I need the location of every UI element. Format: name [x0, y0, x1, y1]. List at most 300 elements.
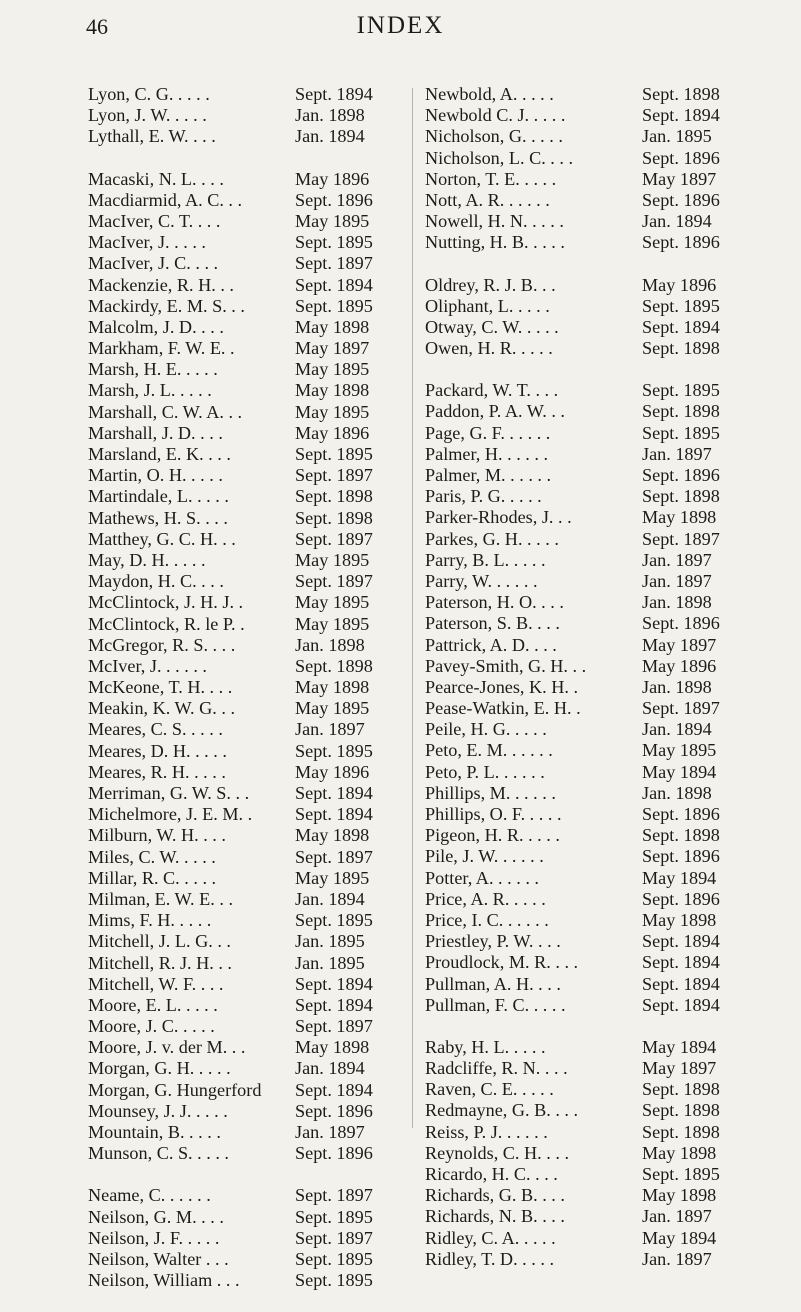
index-entry — [88, 380, 370, 401]
entry-date: May 1895 — [295, 867, 370, 888]
entry-date: May 1898 — [295, 825, 370, 846]
index-entry — [425, 1248, 712, 1270]
index-entry — [425, 698, 720, 719]
index-entry — [88, 1122, 365, 1143]
entry-date: Sept. 1898 — [642, 1079, 720, 1100]
index-entry — [425, 507, 717, 528]
index-entry — [88, 698, 370, 719]
entry-date: May 1895 — [295, 698, 370, 719]
index-entry — [88, 973, 373, 995]
entry-date: Sept. 1897 — [295, 1227, 373, 1248]
entry-date: Jan. 1897 — [642, 1206, 712, 1227]
index-entry — [88, 1185, 373, 1206]
entry-date: Sept. 1895 — [295, 295, 373, 316]
entry-date: Jan. 1897 — [295, 719, 365, 740]
index-entry — [425, 1206, 712, 1227]
index-entry — [88, 549, 370, 571]
page-number: 46 — [86, 14, 108, 39]
entry-date: Sept. 1895 — [295, 444, 373, 464]
index-entry — [88, 1058, 365, 1079]
entry-name: Palmer, H. . . . . . — [425, 443, 549, 464]
index-entry — [88, 634, 365, 656]
index-entry — [425, 1036, 717, 1058]
entry-date: Sept. 1894 — [642, 316, 720, 337]
entry-name: Parker-Rhodes, J. . . — [425, 507, 572, 528]
index-entry — [425, 867, 717, 889]
entry-date: Jan. 1897 — [642, 549, 712, 570]
index-entry — [425, 401, 720, 422]
entry-date: Sept. 1894 — [295, 274, 373, 295]
entry-name: Lythall, E. W. . . . — [88, 126, 216, 147]
entry-name: Neilson, J. F. . . . . — [88, 1227, 220, 1248]
index-entry — [88, 1206, 373, 1228]
entry-name: McIver, J. . . . . . — [88, 655, 207, 676]
entry-date: May 1898 — [642, 909, 717, 930]
entry-name: Pease-Watkin, E. H. . — [425, 698, 581, 719]
entry-name: McKeone, T. H. . . . — [88, 677, 233, 698]
index-entry — [88, 804, 373, 825]
entry-name: Meares, C. S. . . . . — [88, 719, 223, 740]
entry-date: Jan. 1894 — [295, 126, 365, 147]
entry-name: Norton, T. E. . . . . — [425, 168, 557, 189]
entry-date: May 1896 — [295, 761, 370, 782]
entry-name: Paterson, S. B. . . . — [425, 613, 560, 634]
entry-date: Jan. 1898 — [295, 634, 365, 655]
entry-date: Sept. 1897 — [295, 571, 373, 592]
entry-date: May 1897 — [642, 168, 717, 189]
entry-date: Sept. 1897 — [295, 846, 373, 867]
entry-name: Mims, F. H. . . . . — [88, 910, 212, 931]
index-entry — [88, 719, 365, 740]
entry-name: Parkes, G. H. . . . . — [425, 528, 559, 549]
index-entry — [88, 677, 370, 698]
index-entry — [88, 1100, 373, 1122]
entry-date: Sept. 1895 — [642, 422, 720, 443]
entry-name: McClintock, R. le P. . — [88, 613, 245, 634]
entry-name: Raby, H. L. . . . . — [425, 1036, 546, 1057]
entry-date: May 1895 — [295, 359, 370, 380]
index-entry — [425, 613, 720, 634]
index-entry — [88, 1227, 373, 1249]
entry-date: Jan. 1898 — [642, 592, 712, 613]
index-entry — [88, 825, 370, 846]
index-entry — [425, 846, 720, 867]
entry-date: Sept. 1895 — [642, 295, 720, 316]
entry-name: MacIver, J. . . . . — [88, 232, 206, 253]
entry-name: Priestley, P. W. . . . — [425, 931, 561, 952]
entry-name: Macdiarmid, A. C. . . — [88, 189, 243, 210]
index-entry — [425, 1121, 720, 1143]
entry-name: Reynolds, C. H. . . . — [425, 1142, 569, 1163]
index-entry — [425, 1058, 717, 1079]
entry-name: Ridley, C. A. . . . . — [425, 1227, 556, 1248]
entry-date: Sept. 1897 — [642, 528, 720, 549]
index-entry — [425, 232, 720, 253]
index-letter-group — [88, 1185, 373, 1291]
entry-name: Morgan, G. Hungerford — [88, 1079, 262, 1100]
entry-name: Ridley, T. D. . . . . — [425, 1248, 554, 1269]
entry-name: Nicholson, L. C. . . . — [425, 147, 574, 168]
entry-date: Sept. 1897 — [295, 253, 373, 274]
index-column-right — [425, 84, 720, 1291]
entry-name: Neilson, Walter . . . — [88, 1248, 229, 1269]
entry-date: Sept. 1895 — [295, 1206, 373, 1227]
entry-name: Neilson, G. M. . . . — [88, 1206, 224, 1227]
index-entry — [88, 295, 373, 317]
entry-name: Meares, R. H. . . . . — [88, 761, 226, 782]
entry-name: Michelmore, J. E. M. . — [88, 804, 253, 825]
index-entry — [425, 570, 712, 592]
entry-name: Packard, W. T. . . . — [425, 380, 559, 401]
entry-name: Mitchell, J. L. G. . . — [88, 931, 231, 952]
entry-name: Nutting, H. B. . . . . — [425, 232, 565, 253]
entry-date: Sept. 1898 — [295, 507, 373, 528]
entry-name: Markham, F. W. E. . — [88, 338, 235, 359]
entry-date: Sept. 1896 — [295, 189, 373, 210]
entry-date: Sept. 1895 — [642, 380, 720, 401]
entry-date: Sept. 1895 — [295, 1248, 373, 1269]
index-entry — [88, 1143, 373, 1164]
entry-name: Martin, O. H. . . . . — [88, 465, 223, 486]
entry-name: Potter, A. . . . . . — [425, 867, 539, 888]
entry-name: Reiss, P. J. . . . . . — [425, 1121, 548, 1142]
index-column-left — [88, 84, 373, 1312]
index-entry — [88, 126, 365, 147]
index-entry — [88, 1016, 373, 1037]
index-entry — [88, 486, 373, 507]
entry-name: Pullman, A. H. . . . — [425, 973, 561, 994]
entry-name: Oldrey, R. J. B. . . — [425, 274, 556, 295]
index-entry — [425, 1185, 717, 1206]
entry-name: Redmayne, G. B. . . . — [425, 1100, 579, 1121]
index-entry — [88, 761, 370, 783]
entry-name: Parry, W. . . . . . — [425, 570, 538, 591]
entry-name: Pavey-Smith, G. H. . . — [425, 655, 587, 676]
index-entry — [88, 401, 370, 423]
entry-name: May, D. H. . . . . — [88, 549, 206, 570]
entry-name: Nicholson, G. . . . . — [425, 126, 563, 147]
entry-date: May 1898 — [295, 316, 370, 337]
entry-date: Jan. 1897 — [642, 1248, 712, 1269]
entry-date: Sept. 1894 — [295, 84, 373, 104]
entry-name: Meares, D. H. . . . . — [88, 740, 227, 761]
index-entry — [425, 1100, 720, 1121]
entry-date: Sept. 1896 — [642, 613, 720, 634]
entry-name: Peto, P. L. . . . . . — [425, 761, 545, 782]
entry-name: Page, G. F. . . . . . — [425, 422, 551, 443]
entry-date: Sept. 1895 — [295, 232, 373, 253]
entry-date: May 1898 — [295, 1037, 370, 1058]
index-letter-group — [425, 1036, 720, 1270]
entry-name: Meakin, K. W. G. . . — [88, 698, 236, 719]
entry-name: Proudlock, M. R. . . . — [425, 952, 579, 973]
index-entry — [88, 444, 373, 465]
entry-date: Sept. 1894 — [295, 1079, 373, 1100]
entry-date: Sept. 1894 — [642, 973, 720, 994]
entry-date: Sept. 1896 — [642, 888, 720, 909]
entry-name: Oliphant, L. . . . . — [425, 295, 550, 316]
entry-date: Sept. 1895 — [642, 1164, 720, 1184]
entry-name: Lyon, J. W. . . . . — [88, 105, 207, 126]
index-letter-group — [425, 84, 720, 254]
index-entry — [88, 359, 370, 380]
entry-date: Sept. 1898 — [295, 655, 373, 676]
index-entry — [425, 1227, 717, 1249]
entry-name: Marsh, H. E. . . . . — [88, 359, 218, 380]
entry-name: Marshall, J. D. . . . — [88, 422, 223, 443]
index-entry — [425, 338, 720, 359]
column-divider — [412, 88, 413, 1128]
entry-date: Sept. 1895 — [295, 1270, 373, 1291]
index-entry — [425, 1164, 720, 1185]
entry-name: Pile, J. W. . . . . . — [425, 846, 544, 867]
index-entry — [425, 655, 717, 677]
entry-date: May 1897 — [642, 634, 717, 655]
entry-name: Mountain, B. . . . . — [88, 1122, 221, 1142]
entry-date: Jan. 1894 — [642, 211, 712, 232]
index-entry — [425, 1079, 720, 1100]
index-entry — [425, 465, 720, 486]
entry-date: Sept. 1898 — [642, 1121, 720, 1142]
entry-date: Jan. 1898 — [642, 676, 712, 697]
entry-name: Marsh, J. L. . . . . — [88, 380, 212, 401]
index-entry — [425, 973, 720, 995]
entry-date: May 1895 — [295, 613, 370, 634]
entry-date: Jan. 1895 — [295, 931, 365, 952]
index-entry — [88, 168, 370, 190]
index-entry — [88, 783, 373, 804]
entry-date: Sept. 1897 — [295, 465, 373, 486]
index-entry — [425, 84, 720, 105]
index-entry — [425, 486, 720, 507]
entry-date: Sept. 1896 — [642, 232, 720, 253]
entry-date: Sept. 1898 — [642, 338, 720, 359]
entry-name: Newbold, A. . . . . — [425, 84, 554, 104]
entry-date: Jan. 1894 — [295, 1058, 365, 1079]
page-title: INDEX — [356, 12, 445, 39]
page-header — [0, 10, 801, 44]
entry-date: May 1897 — [295, 338, 370, 359]
entry-name: Millar, R. C. . . . . — [88, 867, 217, 888]
entry-name: Pullman, F. C. . . . . — [425, 994, 566, 1015]
entry-date: Sept. 1896 — [642, 846, 720, 867]
entry-name: Miles, C. W. . . . . — [88, 846, 216, 867]
index-entry — [88, 1248, 373, 1270]
entry-name: Maydon, H. C. . . . — [88, 571, 224, 592]
entry-name: Paterson, H. O. . . . — [425, 592, 564, 613]
entry-date: Sept. 1898 — [642, 825, 720, 846]
index-entry — [88, 592, 370, 613]
entry-date: May 1898 — [642, 1185, 717, 1206]
index-entry — [425, 634, 717, 656]
entry-name: Mathews, H. S. . . . — [88, 507, 228, 528]
index-entry — [88, 189, 373, 211]
entry-date: May 1894 — [642, 761, 717, 782]
index-entry — [88, 84, 373, 105]
entry-name: Peile, H. G. . . . . — [425, 719, 547, 740]
index-entry — [88, 655, 373, 677]
index-entry — [425, 804, 720, 825]
entry-name: Mackenzie, R. H. . . — [88, 274, 234, 295]
index-entry — [88, 1079, 373, 1101]
index-entry — [425, 168, 717, 190]
entry-name: Price, I. C. . . . . . — [425, 909, 549, 930]
entry-name: Martindale, L. . . . . — [88, 486, 229, 507]
index-entry — [88, 507, 373, 529]
entry-date: Sept. 1897 — [642, 698, 720, 719]
entry-date: May 1898 — [295, 380, 370, 401]
entry-date: May 1895 — [295, 549, 370, 570]
entry-date: May 1895 — [295, 592, 370, 613]
entry-date: Sept. 1897 — [295, 528, 373, 549]
entry-name: Nott, A. R. . . . . . — [425, 189, 550, 210]
entry-name: Moore, E. L. . . . . — [88, 994, 218, 1015]
entry-name: Palmer, M. . . . . . — [425, 465, 552, 485]
index-entry — [425, 380, 720, 401]
entry-name: Owen, H. R. . . . . — [425, 338, 553, 359]
entry-date: Jan. 1894 — [642, 719, 712, 740]
index-entry — [88, 888, 365, 910]
index-entry — [425, 295, 720, 317]
index-entry — [88, 571, 373, 592]
entry-name: Peto, E. M. . . . . . — [425, 740, 553, 761]
index-entry — [88, 465, 373, 486]
entry-date: Sept. 1896 — [642, 804, 720, 824]
index-entry — [425, 443, 712, 465]
entry-name: Paddon, P. A. W. . . — [425, 401, 565, 422]
entry-name: Price, A. R. . . . . — [425, 888, 546, 909]
entry-name: Lyon, C. G. . . . . — [88, 84, 210, 104]
index-entry — [425, 719, 712, 740]
entry-date: Sept. 1894 — [642, 994, 720, 1015]
index-entry — [88, 867, 370, 889]
index-entry — [88, 931, 365, 952]
entry-name: Malcolm, J. D. . . . — [88, 316, 224, 337]
entry-date: Sept. 1894 — [295, 804, 373, 825]
index-entry — [425, 825, 720, 846]
entry-date: Sept. 1896 — [642, 147, 720, 168]
entry-date: Sept. 1898 — [642, 1100, 720, 1121]
index-entry — [425, 592, 712, 613]
entry-name: MacIver, C. T. . . . — [88, 210, 221, 231]
entry-name: Pigeon, H. R. . . . . — [425, 825, 560, 846]
entry-name: McClintock, J. H. J. . — [88, 592, 244, 613]
index-entry — [425, 147, 720, 169]
entry-name: Nowell, H. N. . . . . — [425, 211, 564, 232]
entry-date: May 1896 — [295, 168, 370, 189]
entry-name: Merriman, G. W. S. . . — [88, 783, 250, 803]
entry-date: Sept. 1897 — [295, 1185, 373, 1206]
entry-name: Newbold C. J. . . . . — [425, 105, 566, 126]
entry-date: May 1897 — [642, 1058, 717, 1079]
index-entry — [88, 994, 373, 1016]
index-entry — [425, 422, 720, 444]
entry-name: Munson, C. S. . . . . — [88, 1143, 229, 1164]
entry-name: Phillips, O. F. . . . . — [425, 804, 562, 824]
entry-date: Sept. 1894 — [295, 783, 373, 803]
entry-date: May 1894 — [642, 1036, 717, 1057]
entry-date: Sept. 1894 — [295, 994, 373, 1015]
entry-name: Ricardo, H. C. . . . — [425, 1164, 558, 1184]
index-entry — [88, 274, 373, 296]
entry-date: Jan. 1898 — [642, 782, 712, 803]
index-entry — [425, 126, 712, 147]
index-entry — [425, 740, 717, 761]
index-entry — [425, 931, 720, 952]
entry-date: Sept. 1894 — [642, 105, 720, 126]
index-entry — [88, 338, 370, 359]
entry-name: Neilson, William . . . — [88, 1270, 240, 1291]
index-entry — [88, 910, 373, 931]
entry-name: Moore, J. C. . . . . — [88, 1016, 215, 1037]
entry-date: Sept. 1896 — [295, 1100, 373, 1121]
entry-date: Sept. 1898 — [642, 486, 720, 507]
entry-date: Jan. 1897 — [642, 570, 712, 591]
entry-date: May 1894 — [642, 1227, 717, 1248]
index-entry — [425, 782, 712, 804]
entry-date: Sept. 1898 — [642, 84, 720, 104]
entry-date: May 1898 — [642, 1142, 717, 1163]
index-entry — [88, 846, 373, 868]
entry-date: Jan. 1895 — [642, 126, 712, 147]
entry-name: Marshall, C. W. A. . . — [88, 401, 243, 422]
entry-date: Sept. 1895 — [295, 910, 373, 931]
entry-date: Sept. 1894 — [295, 973, 373, 994]
entry-date: Sept. 1898 — [295, 486, 373, 507]
entry-date: Sept. 1894 — [642, 952, 720, 973]
entry-name: Marsland, E. K. . . . — [88, 444, 231, 464]
entry-date: May 1895 — [295, 401, 370, 422]
entry-date: May 1895 — [295, 210, 370, 231]
entry-name: Moore, J. v. der M. . . — [88, 1037, 246, 1058]
index-entry — [88, 105, 365, 126]
index-entry — [425, 316, 720, 338]
index-entry — [88, 528, 373, 550]
entry-date: Jan. 1897 — [295, 1122, 365, 1142]
entry-name: Morgan, G. H. . . . . — [88, 1058, 231, 1079]
entry-name: Milman, E. W. E. . . — [88, 888, 233, 909]
entry-date: May 1894 — [642, 867, 717, 888]
entry-name: Radcliffe, R. N. . . . — [425, 1058, 568, 1079]
entry-name: Matthey, G. C. H. . . — [88, 528, 236, 549]
entry-date: Sept. 1896 — [295, 1143, 373, 1164]
index-entry — [425, 888, 720, 910]
index-entry — [425, 761, 717, 783]
index-entry — [88, 210, 370, 232]
index-entry — [88, 952, 365, 974]
index-entry — [88, 613, 370, 635]
index-letter-group — [425, 380, 720, 1016]
entry-date: May 1895 — [642, 740, 717, 761]
entry-date: Sept. 1897 — [295, 1016, 373, 1037]
entry-name: Phillips, M. . . . . . — [425, 782, 556, 803]
entry-name: Milburn, W. H. . . . — [88, 825, 226, 846]
index-entry — [425, 549, 712, 571]
index-entry — [425, 211, 712, 232]
index-letter-group — [88, 168, 373, 1165]
index-entry — [88, 316, 370, 338]
index-letter-group — [425, 274, 720, 360]
entry-name: Mitchell, W. F. . . . — [88, 973, 224, 994]
entry-name: Pattrick, A. D. . . . — [425, 634, 557, 655]
index-entry — [425, 994, 720, 1016]
entry-date: Jan. 1897 — [642, 443, 712, 464]
entry-name: McGregor, R. S. . . . — [88, 634, 236, 655]
index-entry — [88, 740, 373, 762]
entry-date: Sept. 1896 — [642, 189, 720, 210]
index-entry — [425, 909, 717, 931]
index-entry — [88, 232, 373, 253]
